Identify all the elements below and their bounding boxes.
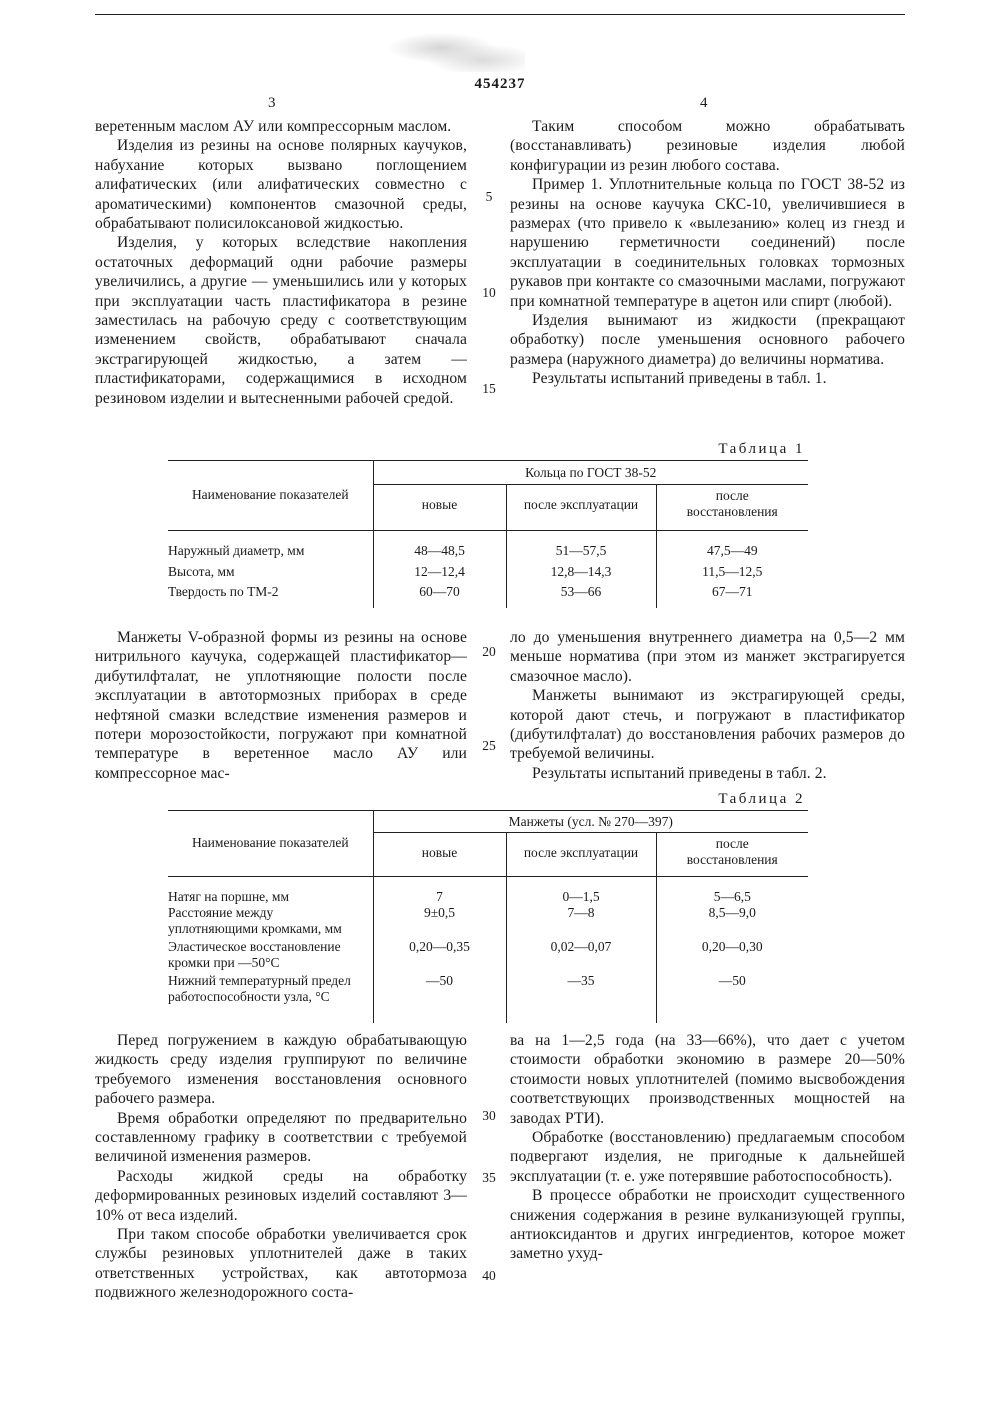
table1-row-label: Высота, мм — [168, 563, 235, 579]
paragraph: веретенным маслом АУ или компрессорным маслом. — [95, 118, 452, 135]
table1-cell: 51—57,5 — [506, 531, 656, 564]
table1-cell: 47,5—49 — [656, 531, 808, 564]
table1-row-label: Наружный диаметр, мм — [168, 543, 305, 558]
table-row — [168, 973, 808, 1023]
table1-row-label: Твердость по ТМ-2 — [168, 583, 279, 599]
table1-row-header: Наименование показателей — [191, 487, 349, 502]
table1-caption: Таблица 1 — [718, 441, 805, 457]
line-number: 35 — [482, 1170, 496, 1185]
table2-col-header: после эксплуатации — [506, 833, 656, 877]
table1-cell: 12—12,4 — [373, 564, 506, 584]
table1-group-header: Кольца по ГОСТ 38-52 — [373, 461, 808, 485]
paragraph: Пример 1. Уплотнительные кольца по ГОСТ 38-52 из резины на основе каучука СКС-10, увеличившиеся в размерах (что привело к «вылезанию» колец из гнезд и нарушению герметичности соединений) после эксплуатации в соединительных головках тормозных рукавов при контакте со смазочными маслами, погружают при комнатной температуре в ацетон или спирт (любой). — [510, 176, 905, 310]
line-number: 15 — [482, 381, 496, 396]
table2-cell: 0,20—0,35 — [373, 939, 506, 973]
top-rule — [95, 14, 905, 15]
table1-cell: 60—70 — [373, 584, 506, 608]
paragraph: Манжеты вынимают из экстрагирующей среды, которой дают стечь, и погружают в пластификатор (дибутилфталат) до восстановления рабочих размеров до требуемой величины. — [510, 687, 905, 763]
scan-stamp-mark — [385, 32, 525, 72]
paragraph: Время обработки определяют по предварительно составленному графику в соответствии с требуемой величиной изменения размеров. — [95, 1109, 467, 1166]
table1-col-header: после восстановления — [656, 485, 808, 531]
paragraph: При таком способе обработки увеличивается срок службы резиновых уплотнителей даже в таких ответственных устройствах, как автотормоза подвижного железнодорожного соста- — [95, 1226, 467, 1302]
table1 — [168, 460, 808, 608]
table-row — [168, 939, 808, 973]
table2-row-label: Натяг на поршне, мм — [168, 889, 289, 904]
line-number: 10 — [482, 285, 496, 300]
table2-row-header: Наименование показателей — [191, 835, 349, 850]
paragraph: Изделия из резины на основе полярных каучуков, набухание которых вызвано поглощением алифатических (или алифатических совместно с ароматическими) компонентов смазочной среды, обрабатывают полисилоксановой жидкостью. — [95, 137, 467, 233]
table2-cell: —35 — [506, 973, 656, 1023]
table2-group-header: Манжеты (усл. № 270—397) — [373, 811, 808, 833]
right-page-number: 4 — [700, 95, 708, 111]
line-number: 25 — [482, 738, 496, 753]
paragraph: ло до уменьшения внутреннего диаметра на 0,5—2 мм меньше норматива (при этом из манжет экстрагируется смазочное масло). — [510, 629, 905, 685]
paragraph: Таким способом можно обрабатывать (восстанавливать) резиновые изделия любой конфигурации из резин любого состава. — [510, 118, 905, 174]
table-row — [168, 877, 808, 906]
table2-col-header: после восстановления — [656, 833, 808, 877]
table2-cell: 8,5—9,0 — [656, 905, 808, 939]
paragraph: Изделия, у которых вследствие накопления остаточных деформаций одни рабочие размеры увеличились, а другие — уменьшились или у которых при эксплуатации часть пластификатора в резине заместилась на рабочую среду с соответствующим изменением свойств, обрабатывают сначала экстрагирующей жидкостью, а затем — пластификаторами, содержащимися в исходном резиновом изделии и вытесненными рабочей средой. — [95, 234, 467, 407]
line-number: 30 — [482, 1108, 496, 1123]
paragraph: Изделия вынимают из жидкости (прекращают обработку) после уменьшения основного рабочего размера (наружного диаметра) до величины норматива. — [510, 312, 905, 368]
patent-number: 454237 — [474, 76, 526, 92]
table2-cell: 7—8 — [506, 905, 656, 939]
table1-cell: 11,5—12,5 — [656, 564, 808, 584]
table2-row-label: Нижний температурный предел работоспособности узла, °С — [168, 973, 351, 1004]
line-number: 40 — [482, 1268, 496, 1283]
table2-cell: —50 — [656, 973, 808, 1023]
line-number: 5 — [485, 189, 493, 204]
section1-left-column — [95, 117, 467, 408]
table-row — [168, 531, 808, 564]
paragraph: Результаты испытаний приведены в табл. 2. — [532, 764, 827, 782]
table2 — [168, 810, 808, 1023]
paragraph: ва на 1—2,5 года (на 33—66%), что дает с учетом стоимости обработки экономию в размере 20—50% стоимости новых уплотнителей (помимо высвобождения соответствующих производственных мощностей на заводах РТИ). — [510, 1032, 905, 1127]
table2-cell: 0,20—0,30 — [656, 939, 808, 973]
section2-right-column — [510, 628, 905, 783]
table-row — [168, 905, 808, 939]
paragraph: Манжеты V-образной формы из резины на основе нитрильного каучука, содержащей пластификатор—дибутилфталат, не уплотняющие полости после эксплуатации в автотормозных приборах в среде нефтяной смазки вследствие изменения размеров и потери морозостойкости, погружают при комнатной температуре в веретенное масло АУ или компрессорное мас- — [95, 629, 467, 782]
table2-cell: 9±0,5 — [373, 905, 506, 939]
table2-row-label: Расстояние между уплотняющими кромками, мм — [168, 905, 342, 936]
table1-col-header: после эксплуатации — [506, 485, 656, 531]
table1-col-header: новые — [373, 485, 506, 531]
section1-right-column — [510, 117, 905, 389]
table-row — [168, 584, 808, 608]
paragraph: Результаты испытаний приведены в табл. 1. — [532, 370, 827, 388]
table1-cell: 53—66 — [506, 584, 656, 608]
paragraph: Обработке (восстановлению) предлагаемым способом подвергают изделия, не пригодные к дальнейшей эксплуатации (т. е. уже потерявшие работоспособность). — [510, 1129, 905, 1185]
table2-cell: 0—1,5 — [506, 877, 656, 906]
table1-cell: 67—71 — [656, 584, 808, 608]
table2-cell: 5—6,5 — [656, 877, 808, 906]
table2-caption: Таблица 2 — [718, 791, 805, 807]
paragraph: Расходы жидкой среды на обработку деформированных резиновых изделий составляют 3—10% от веса изделий. — [95, 1167, 467, 1224]
table2-cell: 7 — [373, 877, 506, 906]
section2-left-column — [95, 628, 467, 783]
line-number: 20 — [482, 644, 496, 659]
section3-right-column — [510, 1031, 905, 1264]
paragraph: Перед погружением в каждую обрабатывающую жидкость среду изделия группируют по величине требуемого изменения восстановления основного рабочего размера. — [95, 1032, 467, 1108]
table1-cell: 12,8—14,3 — [506, 564, 656, 584]
table1-cell: 48—48,5 — [373, 531, 506, 564]
table2-col-header: новые — [373, 833, 506, 877]
table2-row-label: Эластическое восстановление кромки при —50°С — [168, 939, 341, 970]
left-page-number: 3 — [268, 95, 276, 111]
section3-left-column — [95, 1031, 467, 1303]
paragraph: В процессе обработки не происходит существенного снижения содержания в резине вулканизующей группы, антиоксидантов и других ингредиентов, которое может заметно ухуд- — [510, 1187, 905, 1263]
table-row — [168, 564, 808, 584]
table2-cell: —50 — [373, 973, 506, 1023]
table2-cell: 0,02—0,07 — [506, 939, 656, 973]
